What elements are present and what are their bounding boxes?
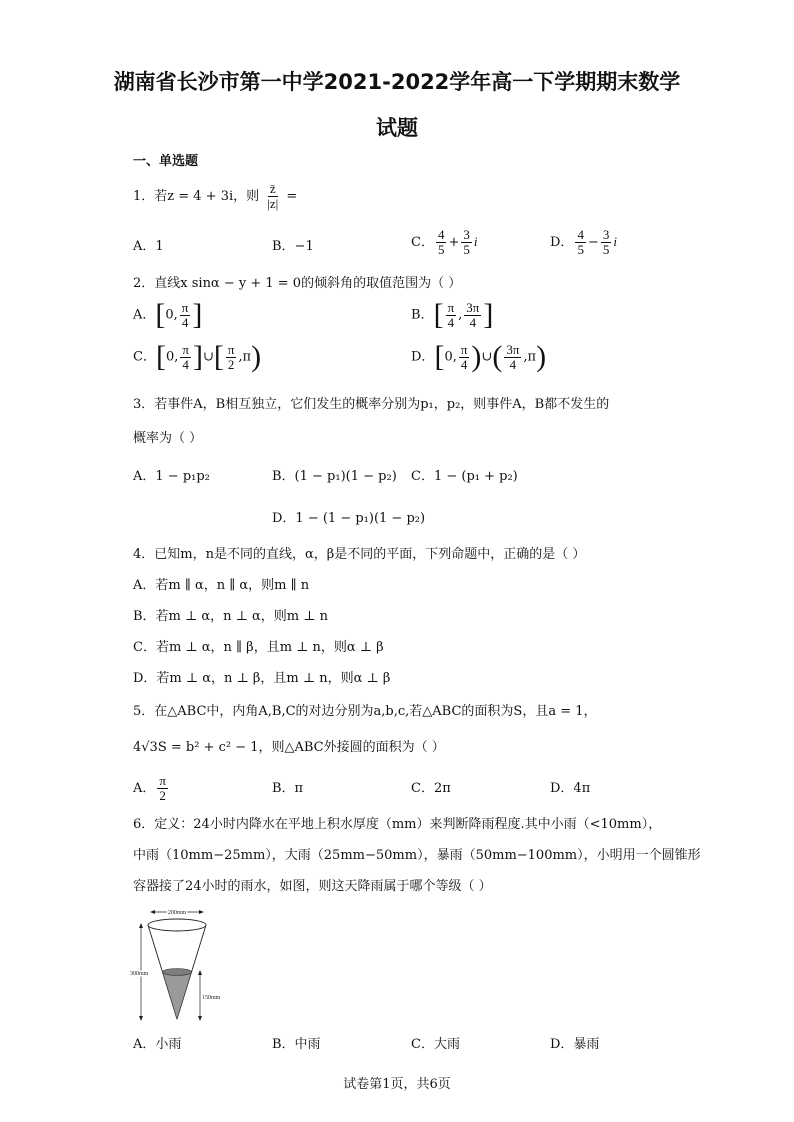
question-6-line3: 容器接了24小时的雨水，如图，则这天降雨属于哪个等级（ ）	[133, 879, 492, 894]
question-3: 3．若事件A，B相互独立，它们发生的概率分别为p₁，p₂，则事件A，B都不发生的	[133, 397, 610, 412]
q1-option-d	[550, 228, 617, 257]
q1-d-n2: 3	[602, 227, 610, 242]
q1-d-label: D．	[550, 235, 574, 250]
q1-option-c	[411, 228, 477, 257]
q1-c-op: +	[448, 235, 460, 250]
fig-left-label: 300mm	[130, 971, 149, 977]
fig-top-label: 200mm	[167, 910, 187, 916]
q5-option-b: B．π	[272, 781, 304, 796]
q1-d-frac1	[575, 228, 586, 257]
q1-c-i: i	[473, 234, 478, 249]
question-1	[133, 182, 297, 211]
section-heading: 一、单选题	[133, 154, 199, 169]
q1-d-i: i	[613, 234, 617, 249]
q2-c-label: C．	[133, 349, 156, 365]
q2-option-a: A．[0, $\frac{\pi}{4}$ ]	[133, 298, 203, 331]
q2-b-d1: 4	[447, 314, 455, 330]
q4-option-b: B．若m ⊥ α，n ⊥ α，则m ⊥ n	[133, 609, 328, 624]
q6-option-a: A．小雨	[133, 1037, 182, 1052]
question-3-line2: 概率为（ ）	[133, 431, 203, 446]
page-footer: 试卷第1页，共6页	[343, 1077, 451, 1092]
page-title: 湖南省长沙市第一中学2021-2022学年高一下学期期末数学	[113, 70, 681, 94]
q5-a-den: 2	[159, 788, 166, 803]
page-title-line2: 试题	[376, 116, 418, 140]
q4-option-c: C．若m ⊥ α，n ∥ β，且m ⊥ n，则α ⊥ β	[133, 640, 384, 655]
question-5: 5．在△ABC中，内角A,B,C的对边分别为a,b,c,若△ABC的面积为S，且a = 1，	[133, 704, 597, 719]
q1-c-n2: 3	[463, 227, 470, 242]
q2-c-pi: ,π	[238, 349, 252, 365]
q4-option-a: A．若m ∥ α，n ∥ α，则m ∥ n	[133, 578, 310, 593]
q2-d-d2: 4	[509, 356, 517, 372]
q2-a-den: 4	[181, 314, 189, 330]
question-4: 4．已知m，n是不同的直线，α，β是不同的平面，下列命题中，正确的是（ ）	[133, 547, 586, 562]
q2-d-n1: π	[460, 341, 468, 357]
q2-c-n1: π	[182, 341, 189, 357]
q1-frac-den: |z|	[267, 196, 279, 211]
question-6-line2: 中雨（10mm−25mm），大雨（25mm−50mm），暴雨（50mm−100mm），小明用一个圆锥形	[133, 848, 701, 863]
q2-d-d1: 4	[460, 356, 468, 372]
q3-option-b: B．(1 − p₁)(1 − p₂)	[272, 469, 397, 484]
q1-d-op: −	[587, 235, 599, 250]
q1-equals: =	[286, 189, 298, 204]
q1-c-d2: 5	[463, 242, 470, 257]
q2-b-n1: π	[447, 299, 455, 315]
q2-b-d2: 4	[469, 314, 477, 330]
q2-b-frac1	[446, 301, 457, 330]
question-6: 6．定义：24小时内降水在平地上积水厚度（mm）来判断降雨程度.其中小雨（<10mm），	[133, 817, 662, 832]
q5-option-d: D．4π	[550, 781, 591, 796]
q2-d-frac2	[504, 343, 521, 372]
q2-c-zero: 0,	[165, 349, 179, 365]
q1-stem: 1．若z = 4 + 3i，则	[133, 189, 260, 204]
q1-d-d2: 5	[602, 242, 610, 257]
q2-option-d: D．[0, $\frac{\pi}{4}$ )∪( $\frac{3\pi}{4}$ ,π)	[411, 340, 547, 373]
q5-a-num: π	[159, 773, 166, 788]
q6-option-b: B．中雨	[272, 1037, 321, 1052]
q2-d-frac1	[459, 343, 470, 372]
q2-a-label: A．	[133, 307, 156, 323]
q2-c-n2: π	[227, 341, 235, 357]
q1-d-frac2	[601, 228, 612, 257]
q4-option-d: D．若m ⊥ α，n ⊥ β，且m ⊥ n，则α ⊥ β	[133, 671, 391, 686]
q2-c-cup: ∪	[202, 349, 214, 365]
q2-d-label: D．	[411, 349, 435, 365]
q2-a-num: π	[181, 299, 189, 315]
q2-a-frac	[180, 301, 191, 330]
question-2: 2．直线x sinα − y + 1 = 0的倾斜角的取值范围为（ ）	[133, 276, 462, 291]
q2-a-zero: 0,	[165, 307, 178, 323]
q1-fraction	[265, 182, 280, 211]
q1-option-b: B．−1	[272, 239, 314, 254]
q3-option-c: C．1 − (p₁ + p₂)	[411, 469, 518, 484]
q2-d-n2: 3π	[506, 341, 520, 357]
q2-b-comma: ,	[458, 307, 463, 323]
q1-c-label: C．	[411, 235, 434, 250]
q2-c-d1: 4	[182, 356, 189, 372]
q6-option-c: C．大雨	[411, 1037, 460, 1052]
q1-d-d1: 5	[577, 242, 584, 257]
q2-option-c: C．[0, $\frac{\pi}{4}$ ]∪[ $\frac{\pi}{2}$ ,π)	[133, 340, 262, 373]
q2-d-zero: 0,	[444, 349, 457, 365]
q5-a-label: A．	[133, 781, 156, 796]
q5-option-c: C．2π	[411, 781, 451, 796]
q2-c-frac1	[180, 343, 191, 372]
q2-d-cup: ∪	[481, 349, 493, 365]
q2-c-d2: 2	[227, 356, 235, 372]
q2-b-label: B．	[411, 307, 434, 323]
q3-option-d: D．1 − (1 − p₁)(1 − p₂)	[272, 511, 426, 526]
q3-option-a: A．1 − p₁p₂	[133, 469, 210, 484]
cone-figure	[128, 905, 221, 1027]
q2-d-pi: ,π	[523, 349, 537, 365]
q2-c-frac2	[226, 343, 237, 372]
q5-option-a	[133, 774, 170, 803]
q1-frac-num: z̄	[269, 181, 276, 196]
q1-option-a: A．1	[133, 239, 164, 254]
q1-d-n1: 4	[577, 227, 584, 242]
fig-right-label: 150mm	[202, 995, 221, 1001]
q6-option-d: D．暴雨	[550, 1037, 600, 1052]
q2-option-b: B．[ $\frac{\pi}{4}$ , $\frac{3\pi}{4}$ ]	[411, 298, 494, 331]
q1-c-frac1	[436, 228, 447, 257]
q1-c-n1: 4	[437, 227, 445, 242]
q1-c-frac2	[461, 228, 472, 257]
q2-b-n2: 3π	[466, 299, 480, 315]
q1-c-d1: 5	[437, 242, 445, 257]
question-5-line2: 4√3S = b² + c² − 1，则△ABC外接圆的面积为（ ）	[133, 740, 445, 755]
q5-a-frac	[157, 774, 168, 803]
q2-b-frac2	[464, 301, 481, 330]
